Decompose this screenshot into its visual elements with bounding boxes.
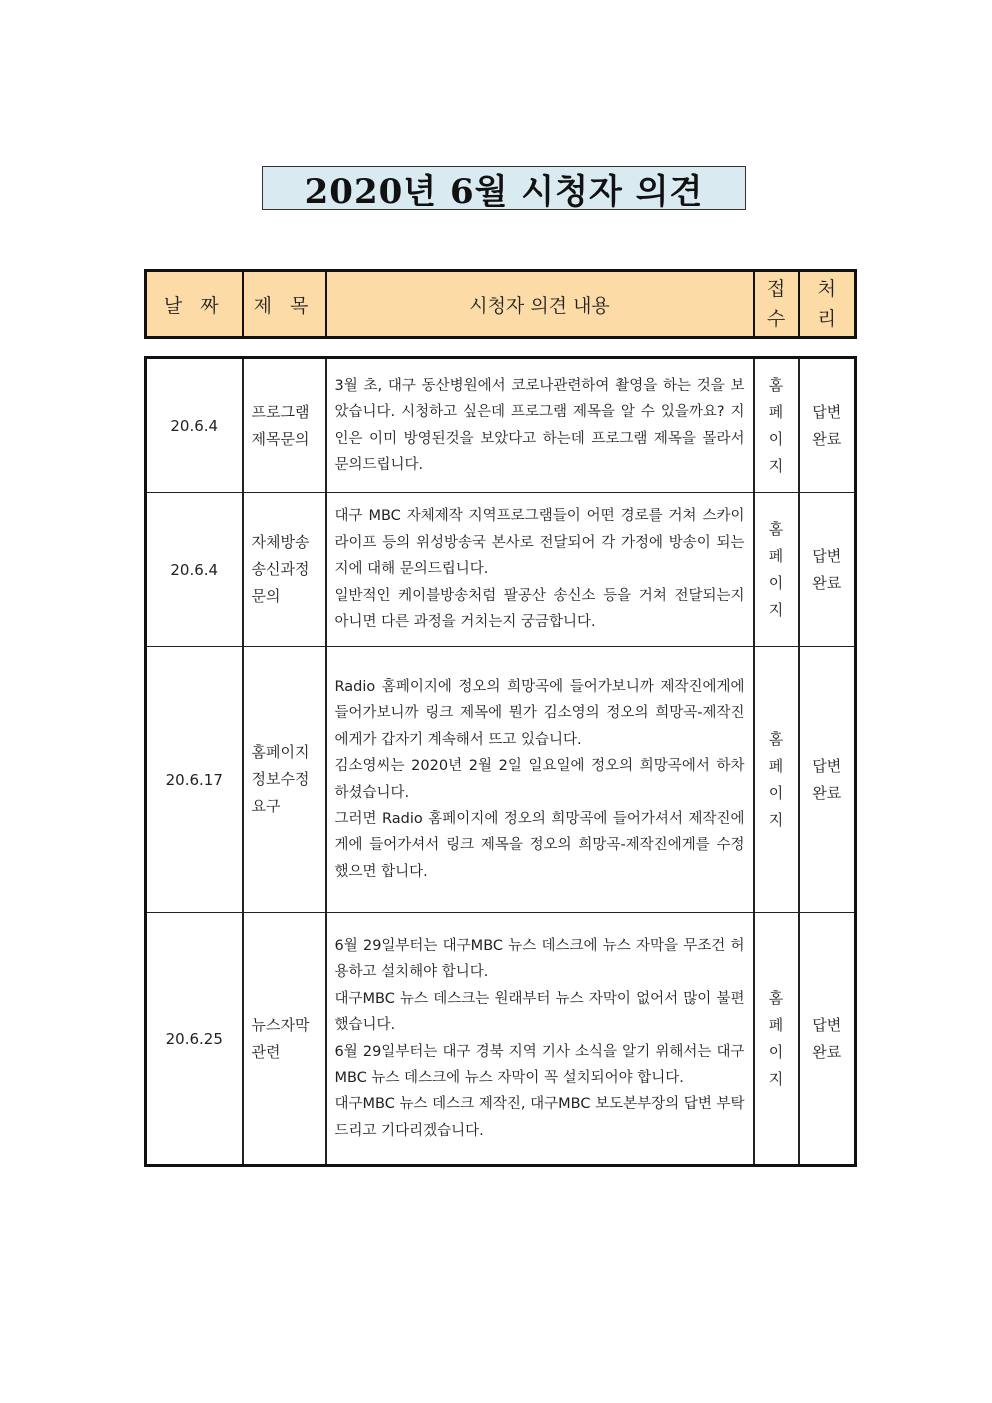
row-processed: 답변 완료 — [799, 358, 856, 493]
header-received-bottom: 수 — [766, 308, 786, 330]
row-content: 6월 29일부터는 대구MBC 뉴스 데스크에 뉴스 자막을 무조건 허용하고 설치해야 합니다. 대구MBC 뉴스 데스크는 원래부터 뉴스 자막이 없어서 많이 불편했습니다. 6월 29일부터는 대구 경북 지역 기사 소식을 알기 위해서는 대구MBC 뉴스 데스크에 뉴스 자막이 꼭 설치되어야 합니다. 대구MBC 뉴스 데스크 제작진, 대구MBC 보도본부장의 답변 부탁드리고 기다리겠습니다. — [326, 913, 754, 1166]
header-subject — [243, 271, 326, 338]
page-title: 2020년 6월 시청자 의견 — [304, 171, 704, 212]
row-received: 홈 페 이 지 — [754, 647, 799, 913]
row-subject: 프로그램 제목문의 — [243, 358, 326, 493]
header-content-label: 시청자 의견 내용 — [469, 294, 610, 317]
header-table — [144, 269, 857, 339]
header-processed — [799, 271, 856, 338]
page-title-box — [262, 166, 746, 210]
row-date: 20.6.17 — [146, 647, 243, 913]
table-row — [146, 493, 856, 647]
row-processed: 답변 완료 — [799, 493, 856, 647]
row-received: 홈 페 이 지 — [754, 913, 799, 1166]
row-subject: 뉴스자막 관련 — [243, 913, 326, 1166]
row-date: 20.6.4 — [146, 358, 243, 493]
row-received: 홈 페 이 지 — [754, 493, 799, 647]
row-subject: 자체방송 송신과정 문의 — [243, 493, 326, 647]
row-processed: 답변 완료 — [799, 647, 856, 913]
table-row — [146, 913, 856, 1166]
row-content: 3월 초, 대구 동산병원에서 코로나관련하여 촬영을 하는 것을 보았습니다. 시청하고 싶은데 프로그램 제목을 알 수 있을까요? 지인은 이미 방영된것을 보았다고 하는데 프로그램 제목을 몰라서 문의드립니다. — [326, 358, 754, 493]
opinion-table — [144, 356, 857, 1167]
header-date — [146, 271, 243, 338]
row-date: 20.6.25 — [146, 913, 243, 1166]
header-row — [146, 271, 856, 338]
row-processed: 답변 완료 — [799, 913, 856, 1166]
header-subject-label: 제 목 — [253, 294, 315, 317]
table-row — [146, 358, 856, 493]
header-received-top: 접 — [766, 278, 786, 300]
header-received — [754, 271, 799, 338]
table-row — [146, 647, 856, 913]
row-subject: 홈페이지 정보수정 요구 — [243, 647, 326, 913]
header-date-label: 날 짜 — [163, 294, 225, 317]
header-content — [326, 271, 754, 338]
row-content: 대구 MBC 자체제작 지역프로그램들이 어떤 경로를 거쳐 스카이라이프 등의 위성방송국 본사로 전달되어 각 가정에 방송이 되는지에 대해 문의드립니다. 일반적인 케이블방송처럼 팔공산 송신소 등을 거쳐 전달되는지 아니면 다른 과정을 거치는지 궁금합니다. — [326, 493, 754, 647]
header-processed-top: 처 — [817, 278, 836, 300]
row-content: Radio 홈페이지에 정오의 희망곡에 들어가보니까 제작진에게에 들어가보니까 링크 제목에 뭔가 김소영의 정오의 희망곡-제작진에게가 갑자기 계속해서 뜨고 있습니다. 김소영씨는 2020년 2월 2일 일요일에 정오의 희망곡에서 하차 하셨습니다. 그러면 Radio 홈페이지에 정오의 희망곡에 들어가셔서 제작진에게에 들어가셔서 링크 제목을 정오의 희망곡-제작진에게를 수정 했으면 합니다. — [326, 647, 754, 913]
row-received: 홈 페 이 지 — [754, 358, 799, 493]
header-processed-bottom: 리 — [817, 308, 836, 330]
row-date: 20.6.4 — [146, 493, 243, 647]
